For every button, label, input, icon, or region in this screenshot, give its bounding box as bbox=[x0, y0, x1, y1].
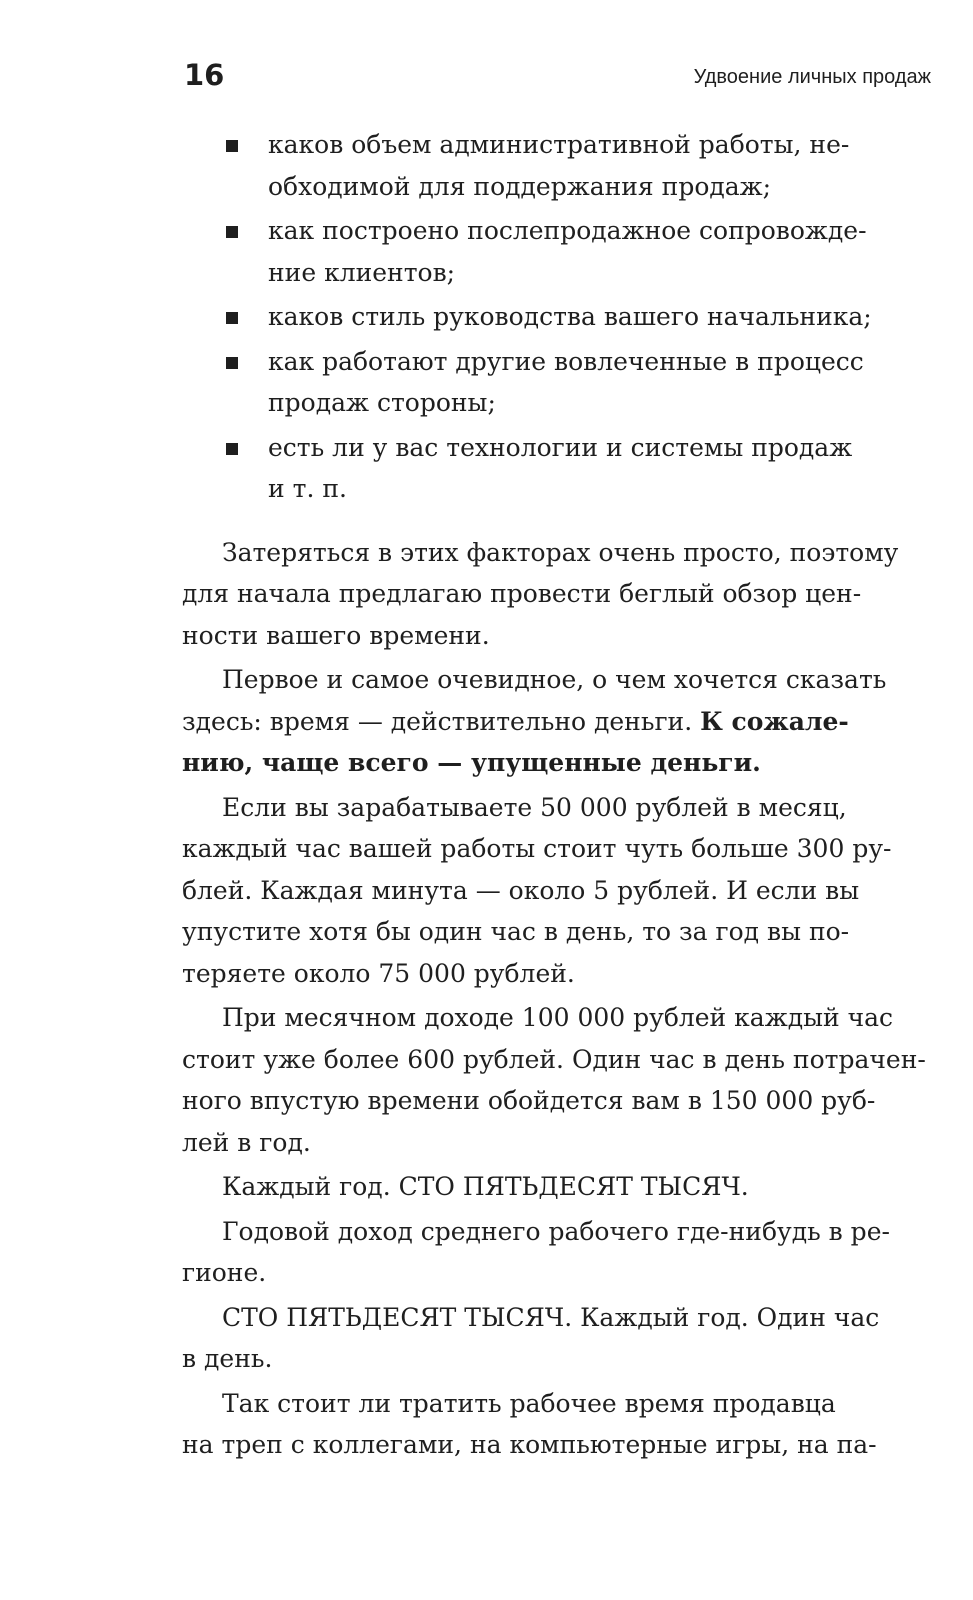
square-bullet-icon bbox=[226, 226, 238, 238]
paragraph: При месячном доходе 100 000 рублей каждый час стоит уже более 600 рублей. Один час в день потрачен- ного впустую времени обойдется вам в 150 000 руб- лей в год. bbox=[182, 1003, 926, 1157]
paragraph: Если вы зарабатываете 50 000 рублей в месяц, каждый час вашей работы стоит чуть больше 300 ру- блей. Каждая минута — около 5 рублей. И если вы упустите хотя бы один час в день, то за год вы по- теряете около 75 000 рублей. bbox=[182, 792, 892, 988]
paragraph: Годовой доход среднего рабочего где-нибудь в ре- гионе. bbox=[182, 1216, 890, 1287]
bullet-list bbox=[182, 124, 930, 510]
list-item: есть ли у вас технологии и системы продаж и т. п. bbox=[182, 427, 930, 510]
paragraph: Первое и самое очевидное, о чем хочется сказать здесь: время — действительно деньги. К сожале- нию, чаще всего — упущенные деньги. bbox=[182, 665, 887, 777]
page-number: 16 bbox=[184, 58, 225, 92]
list-item: каков объем административной работы, не- обходимой для поддержания продаж; bbox=[182, 124, 930, 207]
list-item: как работают другие вовлеченные в процесс продаж стороны; bbox=[182, 341, 930, 424]
square-bullet-icon bbox=[226, 140, 238, 152]
square-bullet-icon bbox=[226, 357, 238, 369]
page-header bbox=[184, 58, 931, 98]
emphasis-text: К сожале- bbox=[700, 706, 849, 736]
square-bullet-icon bbox=[226, 443, 238, 455]
list-item: каков стиль руководства вашего начальника; bbox=[182, 296, 930, 338]
running-title: Удвоение личных продаж bbox=[693, 66, 931, 88]
paragraph: Так стоит ли тратить рабочее время продавца на треп с коллегами, на компьютерные игры, на па- bbox=[182, 1388, 877, 1459]
paragraph: Затеряться в этих факторах очень просто, поэтому для начала предлагаю провести беглый обзор цен- ности вашего времени. bbox=[182, 537, 899, 650]
square-bullet-icon bbox=[226, 312, 238, 324]
paragraph: Каждый год. СТО ПЯТЬДЕСЯТ ТЫСЯЧ. bbox=[222, 1172, 749, 1201]
paragraph: СТО ПЯТЬДЕСЯТ ТЫСЯЧ. Каждый год. Один час в день. bbox=[182, 1302, 880, 1373]
list-item: как построено послепродажное сопровожде- ние клиентов; bbox=[182, 210, 930, 293]
emphasis-text: нию, чаще всего — упущенные деньги. bbox=[182, 748, 761, 777]
page-body bbox=[182, 124, 930, 1466]
